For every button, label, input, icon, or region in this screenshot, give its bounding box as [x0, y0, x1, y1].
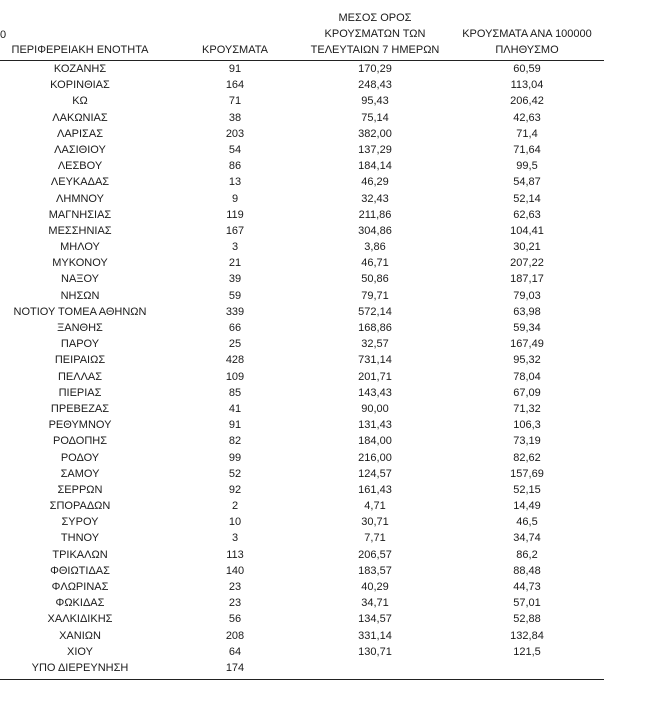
seven-day-average-cell: 304,86 — [358, 224, 392, 237]
seven-day-average-cell: 143,43 — [358, 386, 392, 399]
table-row — [0, 433, 604, 449]
cases-cell: 203 — [225, 127, 245, 140]
per-100000-cell: 78,04 — [513, 370, 541, 383]
seven-day-average-cell: 170,29 — [358, 63, 392, 75]
cases-cell: 2 — [231, 500, 239, 513]
per-100000-cell: 113,04 — [510, 79, 544, 92]
per-100000-cell: 167,49 — [510, 338, 544, 351]
cases-cell: 92 — [228, 483, 242, 496]
per-100000-cell: 132,84 — [510, 629, 544, 642]
region-name-cell: ΠΕΙΡΑΙΩΣ — [54, 354, 106, 367]
per-100000-cell: 46,5 — [516, 516, 538, 529]
per-100000-cell: 121,5 — [513, 645, 541, 658]
region-name-cell: ΦΘΙΩΤΙΔΑΣ — [50, 564, 110, 577]
table-row — [0, 352, 604, 368]
region-name-cell: ΠΑΡΟΥ — [60, 338, 100, 351]
table-row — [0, 660, 604, 676]
per-100000-cell: 57,01 — [513, 597, 541, 610]
table-body — [0, 61, 604, 676]
region-name-cell: ΣΠΟΡΑΔΩΝ — [49, 500, 111, 513]
seven-day-average-cell: 46,29 — [361, 176, 389, 189]
seven-day-average-cell: 183,57 — [358, 564, 392, 577]
seven-day-average-cell: 50,86 — [361, 273, 389, 286]
cases-cell: 38 — [228, 111, 242, 124]
per-100000-cell: 187,17 — [510, 273, 544, 286]
table-row — [0, 255, 604, 271]
table-row — [0, 514, 604, 530]
cases-cell: 86 — [228, 160, 242, 173]
per-100000-cell: 73,19 — [513, 435, 541, 448]
cases-cell: 3 — [231, 241, 239, 254]
per-100000-cell: 157,69 — [510, 467, 544, 480]
table-row — [0, 271, 604, 287]
region-name-cell: ΜΗΛΟΥ — [60, 241, 100, 254]
seven-day-average-cell: 206,57 — [358, 548, 392, 561]
per-100000-cell: 99,5 — [516, 160, 538, 173]
region-name-cell: ΣΑΜΟΥ — [60, 467, 100, 480]
header-avg-line-2: ΚΡΟΥΣΜΑΤΩΝ ΤΩΝ — [324, 28, 426, 40]
seven-day-average-cell: 184,14 — [358, 160, 392, 173]
per-100000-cell: 106,3 — [513, 419, 541, 432]
per-100000-cell: 82,62 — [513, 451, 541, 464]
cases-cell: 167 — [225, 224, 245, 237]
cases-cell: 208 — [225, 629, 245, 642]
region-name-cell: ΝΗΣΩΝ — [60, 289, 100, 302]
cases-cell: 339 — [225, 305, 245, 318]
cases-cell: 64 — [228, 645, 242, 658]
seven-day-average-cell: 95,43 — [361, 95, 389, 108]
seven-day-average-cell: 4,71 — [364, 500, 386, 513]
per-100000-cell: 67,09 — [513, 386, 541, 399]
table-row — [0, 207, 604, 223]
per-100000-cell: 44,73 — [513, 581, 541, 593]
table-row — [0, 579, 604, 595]
cases-cell: 91 — [228, 63, 242, 75]
seven-day-average-cell: 216,00 — [358, 451, 392, 464]
per-100000-cell: 88,48 — [513, 564, 541, 577]
seven-day-average-cell: 572,14 — [358, 305, 392, 318]
cases-cell: 54 — [228, 143, 242, 156]
table-row — [0, 142, 604, 158]
seven-day-average-cell: 130,71 — [358, 645, 392, 658]
per-100000-cell: 52,14 — [513, 192, 541, 205]
region-name-cell: ΞΑΝΘΗΣ — [57, 322, 103, 334]
cases-cell: 91 — [228, 419, 242, 432]
table-row — [0, 77, 604, 93]
header-seven-day-average — [300, 10, 450, 58]
table-row — [0, 547, 604, 563]
table-row — [0, 158, 604, 174]
region-name-cell: ΜΥΚΟΝΟΥ — [52, 257, 108, 270]
cases-cell: 113 — [226, 548, 244, 561]
cases-cell: 82 — [228, 435, 242, 448]
per-100000-cell: 79,03 — [513, 289, 541, 302]
region-name-cell: ΛΕΣΒΟΥ — [57, 160, 103, 173]
cases-cell: 109 — [225, 370, 245, 383]
seven-day-average-cell: 731,14 — [358, 354, 392, 367]
per-100000-cell: 62,63 — [513, 208, 541, 221]
seven-day-average-cell: 134,57 — [358, 613, 392, 626]
seven-day-average-cell: 75,14 — [361, 111, 389, 124]
region-name-cell: ΚΟΡΙΝΘΙΑΣ — [50, 79, 110, 92]
table-row — [0, 417, 604, 433]
table-row — [0, 223, 604, 239]
table-row — [0, 466, 604, 482]
region-name-cell: ΚΩ — [72, 95, 88, 108]
cases-cell: 21 — [228, 257, 242, 270]
header-per-line-1: ΚΡΟΥΣΜΑΤΑ ΑΝΑ 100000 — [462, 28, 592, 40]
region-name-cell: ΛΑΚΩΝΙΑΣ — [52, 111, 108, 124]
cases-cell: 164 — [225, 79, 245, 92]
table-row — [0, 174, 604, 190]
table-row — [0, 628, 604, 644]
per-100000-cell: 30,21 — [513, 241, 541, 254]
cases-cell: 59 — [228, 289, 242, 302]
per-100000-cell: 14,49 — [513, 500, 541, 513]
per-100000-cell: 34,74 — [513, 532, 541, 545]
table-row — [0, 369, 604, 385]
table-row — [0, 191, 604, 207]
region-name-cell: ΠΡΕΒΕΖΑΣ — [50, 402, 110, 415]
per-100000-cell: 104,41 — [510, 224, 544, 237]
per-100000-cell: 71,32 — [513, 402, 541, 415]
table-row — [0, 450, 604, 466]
cases-cell: 71 — [228, 95, 242, 108]
seven-day-average-cell: 248,43 — [358, 79, 392, 92]
cases-cell: 10 — [228, 516, 242, 529]
cases-cell: 9 — [231, 192, 239, 205]
region-name-cell: ΛΑΡΙΣΑΣ — [56, 127, 103, 140]
per-100000-cell: 207,22 — [510, 257, 544, 270]
seven-day-average-cell: 34,71 — [361, 597, 389, 610]
per-100000-cell: 59,34 — [513, 322, 541, 334]
table-row — [0, 61, 604, 77]
header-avg-line-3: ΤΕΛΕΥΤΑΙΩΝ 7 ΗΜΕΡΩΝ — [310, 44, 440, 56]
table-row — [0, 563, 604, 579]
header-per-line-2: ΠΛΗΘΥΣΜΟ — [495, 44, 559, 56]
cases-cell: 119 — [226, 208, 244, 221]
table-row — [0, 498, 604, 514]
region-name-cell: ΚΟΖΑΝΗΣ — [53, 63, 107, 75]
per-100000-cell: 54,87 — [513, 176, 541, 189]
seven-day-average-cell: 40,29 — [361, 581, 389, 593]
region-name-cell: ΡΟΔΟΥ — [60, 451, 100, 464]
region-name-cell: ΣΕΡΡΩΝ — [57, 483, 103, 496]
table-row — [0, 595, 604, 611]
seven-day-average-cell: 382,00 — [358, 127, 392, 140]
table-row — [0, 239, 604, 255]
cases-cell: 41 — [228, 402, 242, 415]
per-100000-cell: 95,32 — [513, 354, 541, 367]
table-row — [0, 126, 604, 142]
seven-day-average-cell: 3,86 — [364, 241, 386, 254]
table-row — [0, 530, 604, 546]
table-row — [0, 336, 604, 352]
cases-cell: 25 — [228, 338, 242, 351]
region-name-cell: ΝΟΤΙΟΥ ΤΟΜΕΑ ΑΘΗΝΩΝ — [13, 305, 147, 318]
per-100000-cell: 52,15 — [513, 483, 541, 496]
seven-day-average-cell: 90,00 — [361, 402, 389, 415]
table-row — [0, 93, 604, 109]
cases-cell: 99 — [228, 451, 242, 464]
seven-day-average-cell: 331,14 — [358, 629, 392, 642]
seven-day-average-cell: 201,71 — [358, 370, 392, 383]
region-name-cell: ΥΠΟ ΔΙΕΡΕΥΝΗΣΗ — [31, 661, 129, 674]
corner-label: 0 — [0, 29, 7, 41]
seven-day-average-cell: 46,71 — [361, 257, 389, 270]
cases-cell: 66 — [228, 322, 242, 334]
region-name-cell: ΠΕΛΛΑΣ — [57, 370, 103, 383]
header-avg-line-1: ΜΕΣΟΣ ΟΡΟΣ — [338, 12, 412, 24]
per-100000-cell: 71,4 — [516, 127, 538, 140]
seven-day-average-cell: 137,29 — [358, 143, 392, 156]
region-name-cell: ΧΑΛΚΙΔΙΚΗΣ — [47, 613, 113, 626]
cases-cell: 52 — [228, 467, 242, 480]
seven-day-average-cell: 7,71 — [364, 532, 386, 545]
cases-cell: 13 — [228, 176, 242, 189]
seven-day-average-cell: 211,86 — [358, 208, 392, 221]
region-name-cell: ΣΥΡΟΥ — [61, 516, 99, 529]
table-row — [0, 644, 604, 660]
cases-cell: 174 — [225, 661, 245, 674]
region-name-cell: ΜΕΣΣΗΝΙΑΣ — [48, 224, 112, 237]
table-row — [0, 304, 604, 320]
region-name-cell: ΛΕΥΚΑΔΑΣ — [50, 176, 110, 189]
table-row — [0, 482, 604, 498]
seven-day-average-cell: 32,57 — [361, 338, 389, 351]
seven-day-average-cell: 184,00 — [358, 435, 392, 448]
region-name-cell: ΡΟΔΟΠΗΣ — [52, 435, 108, 448]
table-row — [0, 611, 604, 627]
cases-cell: 56 — [228, 613, 242, 626]
table-row — [0, 401, 604, 417]
header-per-100000 — [452, 26, 602, 58]
region-name-cell: ΜΑΓΝΗΣΙΑΣ — [48, 208, 112, 221]
per-100000-cell: 60,59 — [513, 63, 541, 75]
region-name-cell: ΡΕΘΥΜΝΟΥ — [48, 419, 112, 432]
region-name-cell: ΦΛΩΡΙΝΑΣ — [51, 581, 109, 593]
per-100000-cell: 71,64 — [513, 143, 541, 156]
region-name-cell: ΤΗΝΟΥ — [60, 532, 100, 545]
table-row — [0, 288, 604, 304]
per-100000-cell: 42,63 — [513, 111, 541, 124]
per-100000-cell: 52,88 — [513, 613, 541, 626]
region-name-cell: ΠΙΕΡΙΑΣ — [58, 386, 102, 399]
seven-day-average-cell: 30,71 — [361, 516, 389, 529]
region-name-cell: ΛΑΣΙΘΙΟΥ — [54, 143, 106, 156]
cases-cell: 23 — [228, 581, 242, 593]
cases-cell: 39 — [228, 273, 242, 286]
cases-cell: 85 — [228, 386, 242, 399]
per-100000-cell: 206,42 — [510, 95, 544, 108]
cases-cell: 140 — [225, 564, 245, 577]
table-row — [0, 110, 604, 126]
region-name-cell: ΧΑΝΙΩΝ — [59, 629, 101, 642]
region-name-cell: ΤΡΙΚΑΛΩΝ — [52, 548, 108, 561]
seven-day-average-cell: 79,71 — [361, 289, 389, 302]
table-row — [0, 385, 604, 401]
table-row — [0, 320, 604, 336]
cases-cell: 428 — [225, 354, 245, 367]
seven-day-average-cell: 32,43 — [361, 192, 389, 205]
region-name-cell: ΧΙΟΥ — [67, 645, 93, 658]
seven-day-average-cell: 161,43 — [358, 483, 392, 496]
header-region: ΠΕΡΙΦΕΡΕΙΑΚΗ ΕΝΟΤΗΤΑ — [11, 44, 149, 56]
seven-day-average-cell: 168,86 — [358, 322, 392, 334]
header-cases: ΚΡΟΥΣΜΑΤΑ — [202, 44, 268, 56]
seven-day-average-cell: 124,57 — [358, 467, 392, 480]
seven-day-average-cell: 131,43 — [358, 419, 392, 432]
region-name-cell: ΛΗΜΝΟΥ — [56, 192, 104, 205]
per-100000-cell: 63,98 — [513, 305, 541, 318]
cases-cell: 23 — [228, 597, 242, 610]
cases-cell: 3 — [231, 532, 239, 545]
region-name-cell: ΝΑΞΟΥ — [61, 273, 99, 286]
per-100000-cell: 86,2 — [516, 548, 538, 561]
table-bottom-border — [0, 679, 604, 680]
region-name-cell: ΦΩΚΙΔΑΣ — [55, 597, 105, 610]
